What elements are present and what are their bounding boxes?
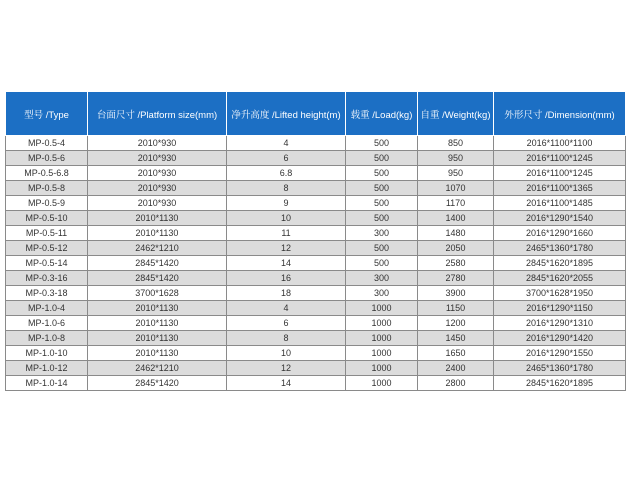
- cell-weight: 1170: [418, 196, 494, 211]
- cell-weight: 1150: [418, 301, 494, 316]
- cell-load: 1000: [346, 331, 418, 346]
- cell-platform-size: 2010*1130: [88, 316, 227, 331]
- cell-dimension: 2016*1100*1245: [494, 166, 626, 181]
- cell-platform-size: 2010*1130: [88, 226, 227, 241]
- cell-load: 500: [346, 211, 418, 226]
- cell-type: MP-1.0-12: [6, 361, 88, 376]
- cell-load: 1000: [346, 316, 418, 331]
- table-row: [6, 151, 626, 166]
- table-row: [6, 181, 626, 196]
- cell-lifted-height: 12: [227, 361, 346, 376]
- table-row: [6, 331, 626, 346]
- cell-type: MP-1.0-8: [6, 331, 88, 346]
- cell-load: 500: [346, 136, 418, 151]
- cell-dimension: 2845*1620*1895: [494, 256, 626, 271]
- cell-weight: 850: [418, 136, 494, 151]
- cell-lifted-height: 11: [227, 226, 346, 241]
- cell-lifted-height: 18: [227, 286, 346, 301]
- header-weight: 自重 /Weight(kg): [418, 92, 494, 136]
- cell-weight: 2800: [418, 376, 494, 391]
- cell-weight: 2050: [418, 241, 494, 256]
- cell-lifted-height: 14: [227, 376, 346, 391]
- cell-type: MP-0.5-9: [6, 196, 88, 211]
- cell-weight: 2580: [418, 256, 494, 271]
- table-row: [6, 316, 626, 331]
- cell-platform-size: 2010*1130: [88, 346, 227, 361]
- cell-lifted-height: 6.8: [227, 166, 346, 181]
- cell-platform-size: 3700*1628: [88, 286, 227, 301]
- table-row: [6, 346, 626, 361]
- cell-platform-size: 2010*1130: [88, 211, 227, 226]
- cell-type: MP-0.5-12: [6, 241, 88, 256]
- cell-weight: 1400: [418, 211, 494, 226]
- cell-platform-size: 2845*1420: [88, 271, 227, 286]
- cell-dimension: 2016*1290*1310: [494, 316, 626, 331]
- cell-platform-size: 2010*1130: [88, 331, 227, 346]
- cell-type: MP-0.5-14: [6, 256, 88, 271]
- cell-dimension: 2016*1290*1150: [494, 301, 626, 316]
- cell-type: MP-0.5-10: [6, 211, 88, 226]
- cell-dimension: 2016*1100*1100: [494, 136, 626, 151]
- cell-dimension: 2016*1290*1660: [494, 226, 626, 241]
- cell-type: MP-0.5-8: [6, 181, 88, 196]
- cell-dimension: 2016*1290*1550: [494, 346, 626, 361]
- table-row: [6, 136, 626, 151]
- cell-lifted-height: 10: [227, 211, 346, 226]
- cell-load: 300: [346, 226, 418, 241]
- cell-type: MP-1.0-6: [6, 316, 88, 331]
- cell-dimension: 2465*1360*1780: [494, 241, 626, 256]
- table-row: [6, 271, 626, 286]
- table-row: [6, 166, 626, 181]
- cell-platform-size: 2462*1210: [88, 241, 227, 256]
- cell-platform-size: 2010*930: [88, 181, 227, 196]
- cell-weight: 950: [418, 166, 494, 181]
- cell-dimension: 2016*1100*1485: [494, 196, 626, 211]
- cell-load: 1000: [346, 376, 418, 391]
- cell-lifted-height: 4: [227, 136, 346, 151]
- cell-lifted-height: 16: [227, 271, 346, 286]
- cell-type: MP-0.5-6: [6, 151, 88, 166]
- cell-lifted-height: 4: [227, 301, 346, 316]
- cell-dimension: 2845*1620*1895: [494, 376, 626, 391]
- table-row: [6, 196, 626, 211]
- cell-lifted-height: 6: [227, 316, 346, 331]
- cell-load: 500: [346, 181, 418, 196]
- cell-weight: 3900: [418, 286, 494, 301]
- cell-weight: 1070: [418, 181, 494, 196]
- cell-lifted-height: 9: [227, 196, 346, 211]
- cell-dimension: 2016*1290*1540: [494, 211, 626, 226]
- cell-load: 1000: [346, 361, 418, 376]
- cell-weight: 1200: [418, 316, 494, 331]
- table-row: [6, 256, 626, 271]
- cell-dimension: 2845*1620*2055: [494, 271, 626, 286]
- cell-weight: 1650: [418, 346, 494, 361]
- cell-lifted-height: 8: [227, 181, 346, 196]
- cell-weight: 2400: [418, 361, 494, 376]
- header-dimension: 外形尺寸 /Dimension(mm): [494, 92, 626, 136]
- cell-platform-size: 2845*1420: [88, 376, 227, 391]
- cell-platform-size: 2010*930: [88, 151, 227, 166]
- cell-platform-size: 2010*930: [88, 166, 227, 181]
- header-platform-size: 台面尺寸 /Platform size(mm): [88, 92, 227, 136]
- cell-load: 500: [346, 256, 418, 271]
- table-row: [6, 226, 626, 241]
- cell-type: MP-0.3-18: [6, 286, 88, 301]
- cell-weight: 950: [418, 151, 494, 166]
- cell-type: MP-0.3-16: [6, 271, 88, 286]
- header-load: 载重 /Load(kg): [346, 92, 418, 136]
- cell-type: MP-0.5-11: [6, 226, 88, 241]
- table-row: [6, 301, 626, 316]
- cell-lifted-height: 6: [227, 151, 346, 166]
- cell-dimension: 2016*1100*1245: [494, 151, 626, 166]
- cell-type: MP-1.0-14: [6, 376, 88, 391]
- cell-type: MP-0.5-4: [6, 136, 88, 151]
- cell-platform-size: 2010*930: [88, 136, 227, 151]
- header-type: 型号 /Type: [6, 92, 88, 136]
- cell-type: MP-1.0-4: [6, 301, 88, 316]
- cell-dimension: 2016*1290*1420: [494, 331, 626, 346]
- cell-type: MP-0.5-6.8: [6, 166, 88, 181]
- cell-weight: 2780: [418, 271, 494, 286]
- cell-weight: 1450: [418, 331, 494, 346]
- table-body: [6, 136, 626, 391]
- cell-load: 1000: [346, 301, 418, 316]
- table-row: [6, 211, 626, 226]
- cell-load: 300: [346, 271, 418, 286]
- cell-load: 500: [346, 151, 418, 166]
- cell-lifted-height: 10: [227, 346, 346, 361]
- cell-lifted-height: 12: [227, 241, 346, 256]
- table-row: [6, 361, 626, 376]
- cell-dimension: 2016*1100*1365: [494, 181, 626, 196]
- cell-platform-size: 2845*1420: [88, 256, 227, 271]
- cell-load: 1000: [346, 346, 418, 361]
- cell-lifted-height: 14: [227, 256, 346, 271]
- cell-load: 500: [346, 196, 418, 211]
- cell-load: 300: [346, 286, 418, 301]
- cell-dimension: 3700*1628*1950: [494, 286, 626, 301]
- table-header-row: [6, 92, 626, 136]
- table-row: [6, 241, 626, 256]
- cell-platform-size: 2010*1130: [88, 301, 227, 316]
- cell-lifted-height: 8: [227, 331, 346, 346]
- cell-dimension: 2465*1360*1780: [494, 361, 626, 376]
- cell-platform-size: 2462*1210: [88, 361, 227, 376]
- cell-load: 500: [346, 241, 418, 256]
- cell-type: MP-1.0-10: [6, 346, 88, 361]
- spec-table: [5, 91, 626, 391]
- cell-platform-size: 2010*930: [88, 196, 227, 211]
- table-row: [6, 376, 626, 391]
- cell-weight: 1480: [418, 226, 494, 241]
- cell-load: 500: [346, 166, 418, 181]
- header-lifted-height: 净升高度 /Lifted height(m): [227, 92, 346, 136]
- table-row: [6, 286, 626, 301]
